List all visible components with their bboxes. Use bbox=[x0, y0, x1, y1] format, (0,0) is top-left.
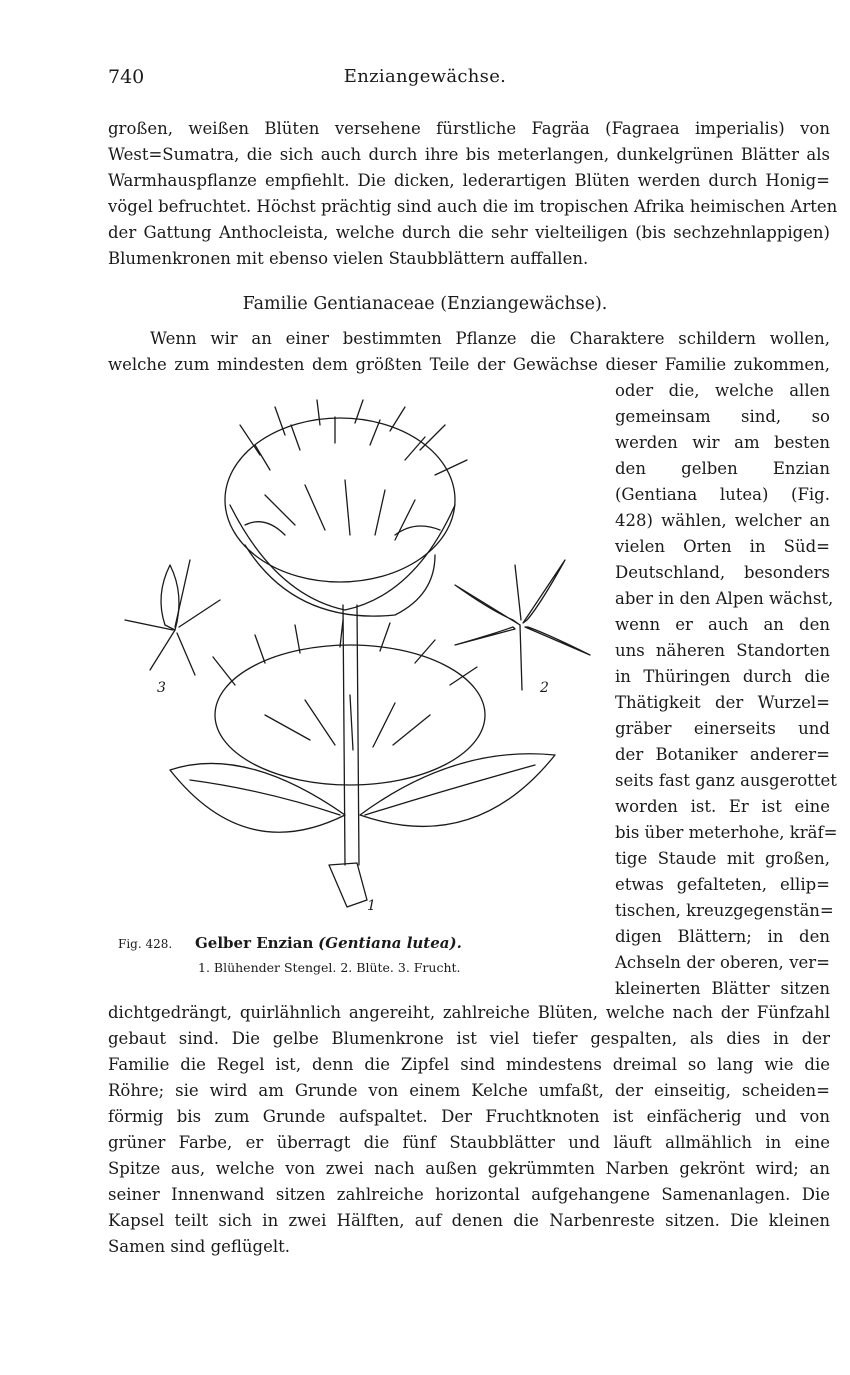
part-label-2: 2 bbox=[540, 680, 549, 696]
text-line: oder die, welche allen bbox=[615, 381, 830, 400]
text-line: welche zum mindesten dem größten Teile der Gewächse dieser Familie zukommen, bbox=[108, 355, 830, 374]
text-line: West=Sumatra, die sich auch durch ihre bis meterlangen, dunkelgrünen Blätter als bbox=[108, 145, 830, 164]
text-line: der Botaniker anderer= bbox=[615, 745, 830, 764]
leaf-right bbox=[360, 754, 555, 827]
text-line: gräber einerseits und bbox=[615, 719, 830, 738]
text-line: der Gattung Anthocleista, welche durch die sehr vielteiligen (bis sechzehnlappigen) bbox=[108, 223, 830, 242]
upper-flower-cluster bbox=[225, 400, 467, 616]
text-line: den gelben Enzian bbox=[615, 459, 830, 478]
text-line: Röhre; sie wird am Grunde von einem Kelche umfaßt, der einseitig, scheiden= bbox=[108, 1081, 830, 1100]
figure-title-bold: Gelber Enzian bbox=[194, 934, 314, 952]
text-line: werden wir am besten bbox=[615, 433, 830, 452]
text-line: wenn er auch an den bbox=[615, 615, 830, 634]
text-line: gemeinsam sind, so bbox=[615, 407, 830, 426]
running-head: Enziangewächse. bbox=[343, 66, 507, 87]
text-line: Achseln der oberen, ver= bbox=[615, 953, 830, 972]
figure-illustration bbox=[95, 395, 605, 925]
text-line: 428) wählen, welcher an bbox=[615, 511, 830, 530]
lower-flower-cluster bbox=[213, 620, 485, 785]
text-line: grüner Farbe, er überragt die fünf Staubblätter und läuft allmählich in eine bbox=[108, 1133, 830, 1152]
flower-detail-2 bbox=[455, 560, 590, 690]
text-line: kleinerten Blätter sitzen bbox=[615, 979, 830, 998]
figure-caption bbox=[118, 934, 462, 952]
text-line: gebaut sind. Die gelbe Blumenkrone ist viel tiefer gespalten, als dies in der bbox=[108, 1029, 830, 1048]
text-line: Familie die Regel ist, denn die Zipfel sind mindestens dreimal so lang wie die bbox=[108, 1055, 830, 1074]
text-line: Warmhauspflanze empfiehlt. Die dicken, lederartigen Blüten werden durch Honig= bbox=[108, 171, 830, 190]
text-line: dichtgedrängt, quirlähnlich angereiht, zahlreiche Blüten, welche nach der Fünfzahl bbox=[108, 1003, 830, 1022]
figure-title-italic: (Gentiana lutea). bbox=[318, 934, 462, 952]
text-line: Samen sind geflügelt. bbox=[108, 1237, 291, 1256]
text-line: tischen, kreuzgegenstän= bbox=[615, 901, 834, 920]
text-line: Kapsel teilt sich in zwei Hälften, auf denen die Narbenreste sitzen. Die kleinen bbox=[108, 1211, 830, 1230]
text-line: seiner Innenwand sitzen zahlreiche horizontal aufgehangene Samenanlagen. Die bbox=[108, 1185, 830, 1204]
text-line: in Thüringen durch die bbox=[615, 667, 830, 686]
text-line: großen, weißen Blüten versehene fürstliche Fagräa (Fagraea imperialis) von bbox=[108, 119, 830, 138]
text-line: uns näheren Standorten bbox=[615, 641, 830, 660]
part-label-1: 1 bbox=[367, 898, 376, 914]
text-line: bis über meterhohe, kräf= bbox=[615, 823, 838, 842]
text-line: förmig bis zum Grunde aufspaltet. Der Fruchtknoten ist einfächerig und von bbox=[108, 1107, 830, 1126]
text-line: Spitze aus, welche von zwei nach außen gekrümmten Narben gekrönt wird; an bbox=[108, 1159, 830, 1178]
text-line: digen Blättern; in den bbox=[615, 927, 830, 946]
text-line: Deutschland, besonders bbox=[615, 563, 830, 582]
stem bbox=[343, 605, 359, 865]
text-line: Thätigkeit der Wurzel= bbox=[615, 693, 830, 712]
text-line: Blumenkronen mit ebenso vielen Staubblättern auffallen. bbox=[108, 249, 589, 268]
section-heading: Familie Gentianaceae (Enziangewächse). bbox=[242, 294, 608, 314]
text-line: Wenn wir an einer bestimmten Pflanze die Charaktere schildern wollen, bbox=[150, 329, 830, 348]
figure-legend: 1. Blühender Stengel. 2. Blüte. 3. Frucht. bbox=[198, 960, 461, 975]
text-line: worden ist. Er ist eine bbox=[615, 797, 830, 816]
text-line: vögel befruchtet. Höchst prächtig sind auch die im tropischen Afrika heimischen Arten bbox=[108, 197, 838, 216]
part-label-3: 3 bbox=[157, 680, 166, 696]
text-line: (Gentiana lutea) (Fig. bbox=[615, 485, 830, 504]
text-line: vielen Orten in Süd= bbox=[615, 537, 830, 556]
figure-label: Fig. 428. bbox=[118, 937, 173, 951]
leaf-left bbox=[170, 763, 345, 832]
text-line: etwas gefalteten, ellip= bbox=[615, 875, 830, 894]
text-line: seits fast ganz ausgerottet bbox=[615, 771, 837, 790]
text-line: tige Staude mit großen, bbox=[615, 849, 830, 868]
fruit-detail-3 bbox=[125, 560, 220, 675]
text-line: aber in den Alpen wächst, bbox=[615, 589, 834, 608]
page-number: 740 bbox=[108, 66, 145, 88]
